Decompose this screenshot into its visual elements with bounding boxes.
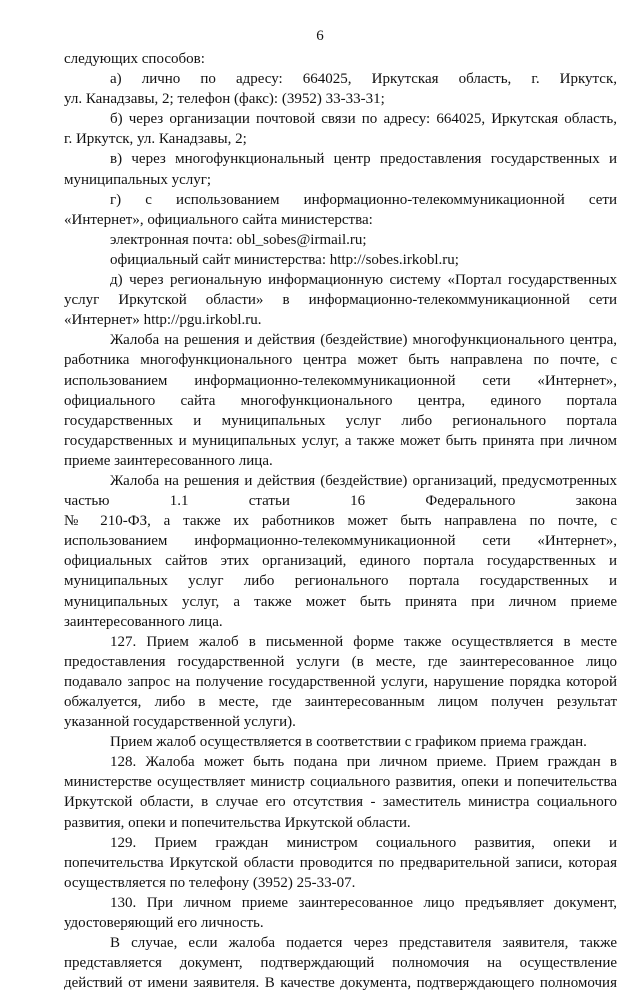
text-line: удостоверяющий его личность.: [64, 915, 264, 932]
text-line: представляется документ, подтверждающий полномочия на осуществление: [64, 955, 617, 972]
text-line: «Интернет», официального сайта министерства:: [64, 211, 373, 228]
text-line: попечительства Иркутской области проводится по предварительной записи, которая: [64, 854, 617, 871]
text-line: Жалоба на решения и действия (бездействие) организаций, предусмотренных: [110, 472, 617, 489]
text-line: Иркутской области, в случае его отсутствия - заместитель министра социального: [64, 794, 617, 811]
text-line: в) через многофункциональный центр предоставления государственных и: [110, 151, 617, 168]
text-line: государственных и муниципальных услуг либо регионального портала: [64, 412, 617, 429]
text-line: обжалуется, либо в месте, где заинтересованным лицом получен результат: [64, 694, 617, 710]
text-line: заинтересованного лица.: [64, 613, 223, 630]
text-line: муниципальных услуг либо регионального портала государственных и: [64, 573, 617, 590]
text-line: официальных сайтов этих организаций, единого портала государственных и: [64, 553, 617, 570]
text-line: б) через организации почтовой связи по адресу: 664025, Иркутская область,: [110, 111, 617, 128]
text-line: государственных и муниципальных услуг, а также может быть принята при личном: [64, 432, 617, 449]
text-line: официальный сайт министерства: http://sobes.irkobl.ru;: [110, 251, 459, 268]
text-line: министерстве осуществляет министр социального развития, опеки и попечительства: [64, 774, 617, 791]
text-line: приеме заинтересованного лица.: [64, 452, 273, 469]
text-line: предоставления государственной услуги (в месте, где заинтересованное лицо: [64, 653, 617, 670]
text-line: услуг Иркутской области» в информационно-телекоммуникационной сети: [64, 292, 617, 309]
text-line: подавало запрос на получение государственной услуги, нарушение порядка которой: [64, 673, 617, 690]
text-line: 127. Прием жалоб в письменной форме также осуществляется в месте: [110, 633, 617, 650]
text-line: 128. Жалоба может быть подана при личном приеме. Прием граждан в: [110, 754, 617, 771]
text-line: г) с использованием информационно-телекоммуникационной сети: [110, 191, 617, 208]
text-line: муниципальных услуг;: [64, 171, 212, 188]
text-line: осуществляется по телефону (3952) 25-33-07.: [64, 874, 356, 891]
text-line: г. Иркутск, ул. Канадзавы, 2;: [64, 131, 247, 148]
text-line: действий от имени заявителя. В качестве документа, подтверждающего полномочия: [64, 975, 617, 992]
text-line: использованием информационно-телекоммуникационной сети «Интернет»,: [64, 533, 617, 550]
text-line: частью 1.1 статьи 16 Федерального закона: [64, 493, 617, 510]
text-line: 129. Прием граждан министром социального развития, опеки и: [110, 834, 617, 851]
text-line: д) через региональную информационную систему «Портал государственных: [110, 272, 617, 289]
text-line: электронная почта: obl_sobes@irmail.ru;: [110, 231, 367, 248]
text-line: работника многофункционального центра может быть направлена по почте, с: [64, 352, 617, 369]
text-line: следующих способов:: [64, 51, 205, 67]
text-line: Жалоба на решения и действия (бездействие) многофункционального центра,: [110, 332, 617, 349]
text-line: № 210-ФЗ, а также их работников может быть направлена по почте, с: [64, 513, 617, 530]
text-line: «Интернет» http://pgu.irkobl.ru.: [64, 312, 262, 329]
text-line: официального сайта многофункционального центра, единого портала: [64, 392, 617, 409]
text-line: В случае, если жалоба подается через представителя заявителя, также: [110, 935, 617, 952]
text-line: 130. При личном приеме заинтересованное лицо предъявляет документ,: [110, 894, 617, 911]
text-line: развития, опеки и попечительства Иркутской области.: [64, 814, 411, 831]
text-line: использованием информационно-телекоммуникационной сети «Интернет»,: [64, 372, 617, 389]
text-line: ул. Канадзавы, 2; телефон (факс): (3952) 33-33-31;: [64, 91, 385, 108]
text-line: а) лично по адресу: 664025, Иркутская область, г. Иркутск,: [110, 71, 617, 88]
text-line: Прием жалоб осуществляется в соответствии с графиком приема граждан.: [110, 734, 587, 751]
text-line: муниципальных услуг, а также может быть принята при личном приеме: [64, 593, 617, 610]
document-body: [64, 49, 617, 993]
page-number: 6: [316, 28, 324, 44]
text-line: указанной государственной услуги).: [64, 714, 296, 731]
